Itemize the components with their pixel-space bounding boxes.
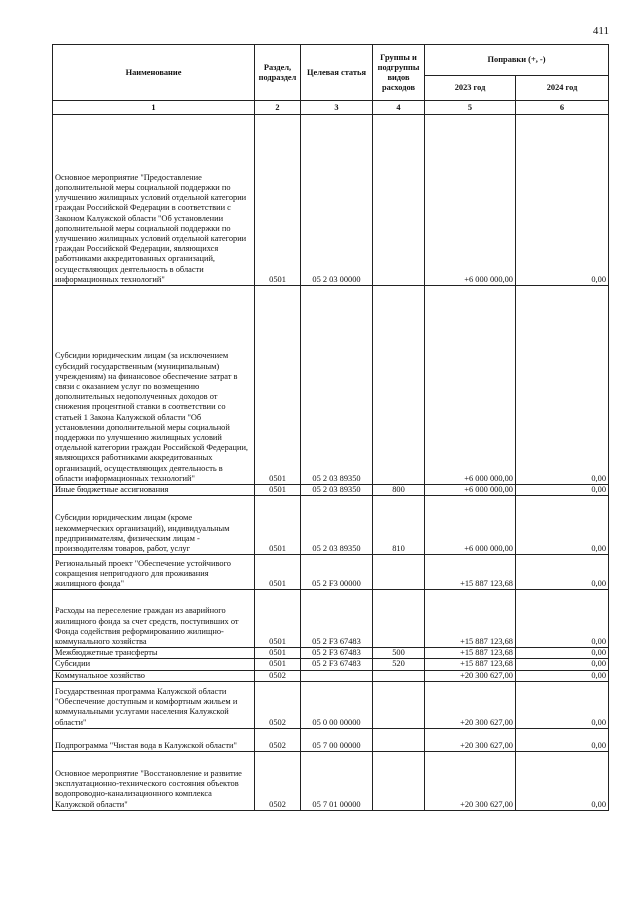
row-group <box>373 590 425 648</box>
col-number: 3 <box>301 101 373 115</box>
row-target: 05 7 01 00000 <box>301 751 373 810</box>
col-number: 6 <box>516 101 609 115</box>
row-target: 05 0 00 00000 <box>301 681 373 728</box>
row-amount-2024: 0,00 <box>516 555 609 590</box>
col-number: 4 <box>373 101 425 115</box>
row-section: 0502 <box>255 728 301 751</box>
row-group <box>373 751 425 810</box>
row-group <box>373 115 425 286</box>
header-target: Целевая статья <box>301 45 373 101</box>
row-target: 05 2 03 00000 <box>301 115 373 286</box>
row-section: 0501 <box>255 115 301 286</box>
row-group: 800 <box>373 485 425 496</box>
row-name: Основное мероприятие "Восстановление и развитие эксплуатационно-технического состояния объектов водопроводно-канализационного комплекса Калужской области" <box>53 751 255 810</box>
row-name: Расходы на переселение граждан из аварийного жилищного фонда за счет средств, поступивших от Фонда содействия реформированию жилищно-коммунального хозяйства <box>53 590 255 648</box>
header-year-2023: 2023 год <box>425 76 516 101</box>
col-number: 5 <box>425 101 516 115</box>
table-row <box>53 681 609 728</box>
row-amount-2023: +20 300 627,00 <box>425 681 516 728</box>
budget-amendments-table <box>52 44 609 811</box>
row-name: Подпрограмма "Чистая вода в Калужской области" <box>53 728 255 751</box>
table-row <box>53 648 609 659</box>
table-row <box>53 751 609 810</box>
row-amount-2024: 0,00 <box>516 485 609 496</box>
table-body <box>53 115 609 811</box>
page-number: 411 <box>592 25 609 37</box>
row-group <box>373 555 425 590</box>
table-row <box>53 555 609 590</box>
table-row <box>53 485 609 496</box>
row-group <box>373 728 425 751</box>
table-row <box>53 115 609 286</box>
row-amount-2024: 0,00 <box>516 115 609 286</box>
row-group <box>373 286 425 485</box>
row-amount-2024: 0,00 <box>516 751 609 810</box>
row-amount-2023: +15 887 123,68 <box>425 659 516 670</box>
row-name: Иные бюджетные ассигнования <box>53 485 255 496</box>
row-amount-2023: +6 000 000,00 <box>425 286 516 485</box>
row-section: 0501 <box>255 496 301 555</box>
header-amendments: Поправки (+, -) <box>425 45 609 76</box>
row-amount-2023: +15 887 123,68 <box>425 555 516 590</box>
row-section: 0501 <box>255 485 301 496</box>
row-amount-2024: 0,00 <box>516 286 609 485</box>
row-amount-2024: 0,00 <box>516 681 609 728</box>
row-target: 05 2 03 89350 <box>301 496 373 555</box>
row-amount-2023: +15 887 123,68 <box>425 648 516 659</box>
table-row <box>53 659 609 670</box>
row-name: Субсидии <box>53 659 255 670</box>
row-section: 0502 <box>255 670 301 681</box>
row-target: 05 2 03 89350 <box>301 286 373 485</box>
header-year-2024: 2024 год <box>516 76 609 101</box>
row-amount-2023: +20 300 627,00 <box>425 728 516 751</box>
row-section: 0501 <box>255 555 301 590</box>
row-name: Основное мероприятие "Предоставление дополнительной меры социальной поддержки по улучшению жилищных условий отдельной категории граждан Российской Федерации в соответствии с Законом Калужской области "Об установлении дополнительной меры социальной поддержки по улучшению жилищных условий отдельной категории граждан Российской Федерации, являющихся работниками аккредитованных организаций, осуществляющих деятельность в области информационных технологий" <box>53 115 255 286</box>
row-target: 05 2 F3 67483 <box>301 590 373 648</box>
row-group: 810 <box>373 496 425 555</box>
row-amount-2023: +6 000 000,00 <box>425 496 516 555</box>
row-section: 0502 <box>255 681 301 728</box>
header-section: Раздел, подраздел <box>255 45 301 101</box>
row-amount-2024: 0,00 <box>516 670 609 681</box>
row-group <box>373 670 425 681</box>
row-amount-2023: +6 000 000,00 <box>425 115 516 286</box>
row-name: Субсидии юридическим лицам (за исключением субсидий государственным (муниципальным) учреждениям) на финансовое обеспечение затрат в связи с оказанием услуг по возмещению дополнительных недополученных доходов от снижения процентной ставки в соответствии со статьей 1 Закона Калужской области "Об установлении дополнительной меры социальной поддержки по улучшению жилищных условий отдельной категории граждан Российской Федерации, являющихся работниками аккредитованных организаций, осуществляющих деятельность в области информационных технологий" <box>53 286 255 485</box>
row-section: 0502 <box>255 751 301 810</box>
header-name: Наименование <box>53 45 255 101</box>
row-amount-2023: +6 000 000,00 <box>425 485 516 496</box>
row-name: Субсидии юридическим лицам (кроме некоммерческих организаций), индивидуальным предпринимателям, физическим лицам - производителям товаров, работ, услуг <box>53 496 255 555</box>
row-name: Коммунальное хозяйство <box>53 670 255 681</box>
row-target: 05 2 F3 00000 <box>301 555 373 590</box>
table-row <box>53 286 609 485</box>
row-amount-2023: +20 300 627,00 <box>425 670 516 681</box>
col-number: 2 <box>255 101 301 115</box>
table-row <box>53 496 609 555</box>
col-number: 1 <box>53 101 255 115</box>
row-amount-2023: +20 300 627,00 <box>425 751 516 810</box>
table-row <box>53 728 609 751</box>
row-group <box>373 681 425 728</box>
row-amount-2023: +15 887 123,68 <box>425 590 516 648</box>
row-section: 0501 <box>255 659 301 670</box>
row-target <box>301 670 373 681</box>
table-row <box>53 670 609 681</box>
row-name: Государственная программа Калужской области "Обеспечение доступным и комфортным жильем и коммунальными услугами населения Калужской области" <box>53 681 255 728</box>
header-groups: Группы и подгруппы видов расходов <box>373 45 425 101</box>
row-group: 500 <box>373 648 425 659</box>
row-amount-2024: 0,00 <box>516 659 609 670</box>
row-name: Региональный проект "Обеспечение устойчивого сокращения непригодного для проживания жилищного фонда" <box>53 555 255 590</box>
row-section: 0501 <box>255 648 301 659</box>
row-target: 05 2 F3 67483 <box>301 648 373 659</box>
table-header <box>53 45 609 115</box>
row-amount-2024: 0,00 <box>516 590 609 648</box>
row-amount-2024: 0,00 <box>516 728 609 751</box>
row-amount-2024: 0,00 <box>516 496 609 555</box>
row-section: 0501 <box>255 286 301 485</box>
row-amount-2024: 0,00 <box>516 648 609 659</box>
row-name: Межбюджетные трансферты <box>53 648 255 659</box>
row-section: 0501 <box>255 590 301 648</box>
row-group: 520 <box>373 659 425 670</box>
row-target: 05 2 F3 67483 <box>301 659 373 670</box>
row-target: 05 7 00 00000 <box>301 728 373 751</box>
table-row <box>53 590 609 648</box>
row-target: 05 2 03 89350 <box>301 485 373 496</box>
